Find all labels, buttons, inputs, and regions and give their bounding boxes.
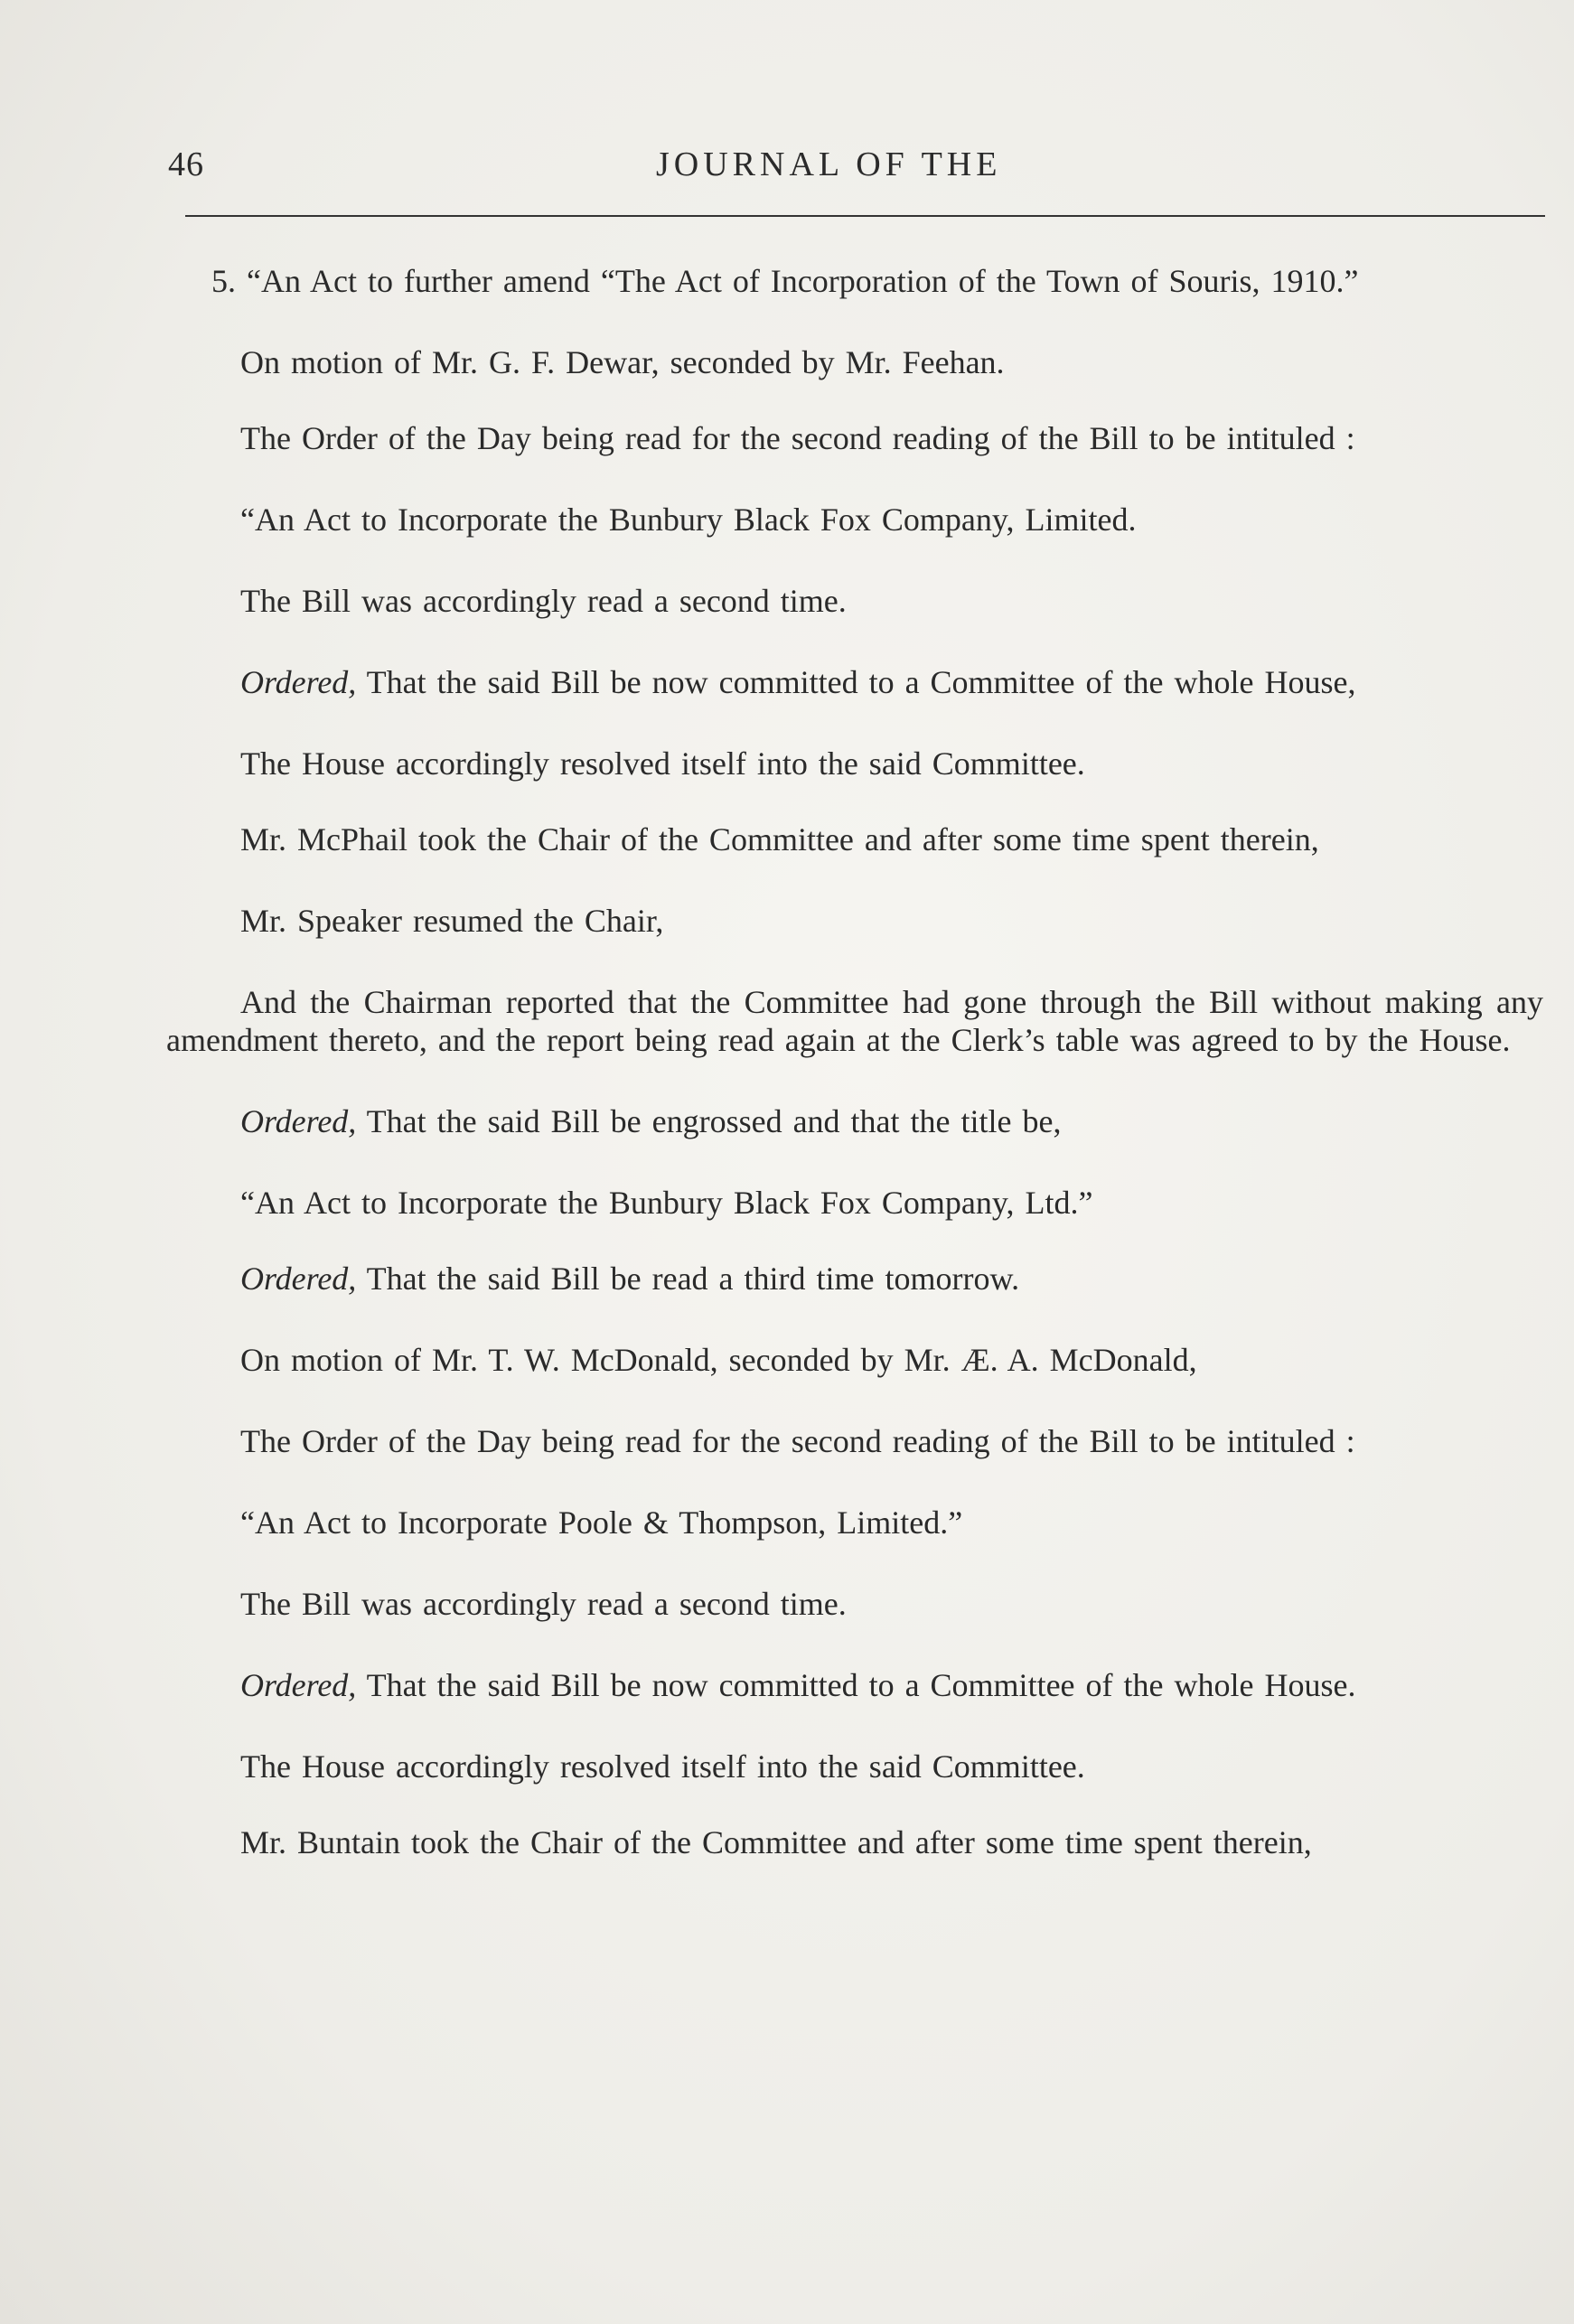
order-of-day-paragraph: The Order of the Day being read for the second reading of the Bill to be intituled : — [240, 1423, 1355, 1459]
header-rule — [185, 215, 1545, 217]
second-reading-paragraph: The Bill was accordingly read a second time. — [240, 583, 847, 619]
motion-paragraph: On motion of Mr. T. W. McDonald, seconded by Mr. Æ. A. McDonald, — [240, 1342, 1197, 1378]
running-head: JOURNAL OF THE — [656, 145, 1002, 183]
speaker-paragraph: Mr. Speaker resumed the Chair, — [240, 903, 664, 939]
chairman-report-paragraph: And the Chairman reported that the Committee had gone through the Bill without making any amendment thereto, and the report being read again at the Clerk’s table was agreed to by the House. — [166, 984, 1543, 1058]
ordered-paragraph: Ordered, That the said Bill be now committed to a Committee of the whole House. — [240, 1667, 1356, 1703]
journal-body — [166, 262, 1543, 1861]
chair-paragraph: Mr. Buntain took the Chair of the Committee and after some time spent therein, — [240, 1824, 1312, 1860]
page-header — [168, 145, 1545, 199]
bill-name-paragraph: “An Act to Incorporate Poole & Thompson, Limited.” — [240, 1504, 963, 1541]
order-of-day-paragraph: The Order of the Day being read for the second reading of the Bill to be intituled : — [240, 420, 1355, 456]
ordered-paragraph: Ordered, That the said Bill be engrossed and that the title be, — [240, 1103, 1062, 1139]
second-reading-paragraph: The Bill was accordingly read a second time. — [240, 1586, 847, 1622]
motion-paragraph: On motion of Mr. G. F. Dewar, seconded by Mr. Feehan. — [240, 344, 1005, 380]
committee-paragraph: The House accordingly resolved itself into the said Committee. — [240, 745, 1085, 782]
chair-paragraph: Mr. McPhail took the Chair of the Committee and after some time spent therein, — [240, 821, 1319, 857]
committee-paragraph: The House accordingly resolved itself into the said Committee. — [240, 1748, 1085, 1785]
bill-title-paragraph: “An Act to Incorporate the Bunbury Black Fox Company, Ltd.” — [240, 1185, 1093, 1221]
page-number: 46 — [168, 145, 204, 183]
ordered-paragraph: Ordered, That the said Bill be read a third time tomorrow. — [240, 1260, 1020, 1297]
bill-name-paragraph: “An Act to Incorporate the Bunbury Black Fox Company, Limited. — [240, 501, 1137, 538]
ordered-paragraph: Ordered, That the said Bill be now committed to a Committee of the whole House, — [240, 664, 1356, 700]
bill-title-paragraph: 5. “An Act to further amend “The Act of Incorporation of the Town of Souris, 1910.” — [211, 263, 1359, 299]
